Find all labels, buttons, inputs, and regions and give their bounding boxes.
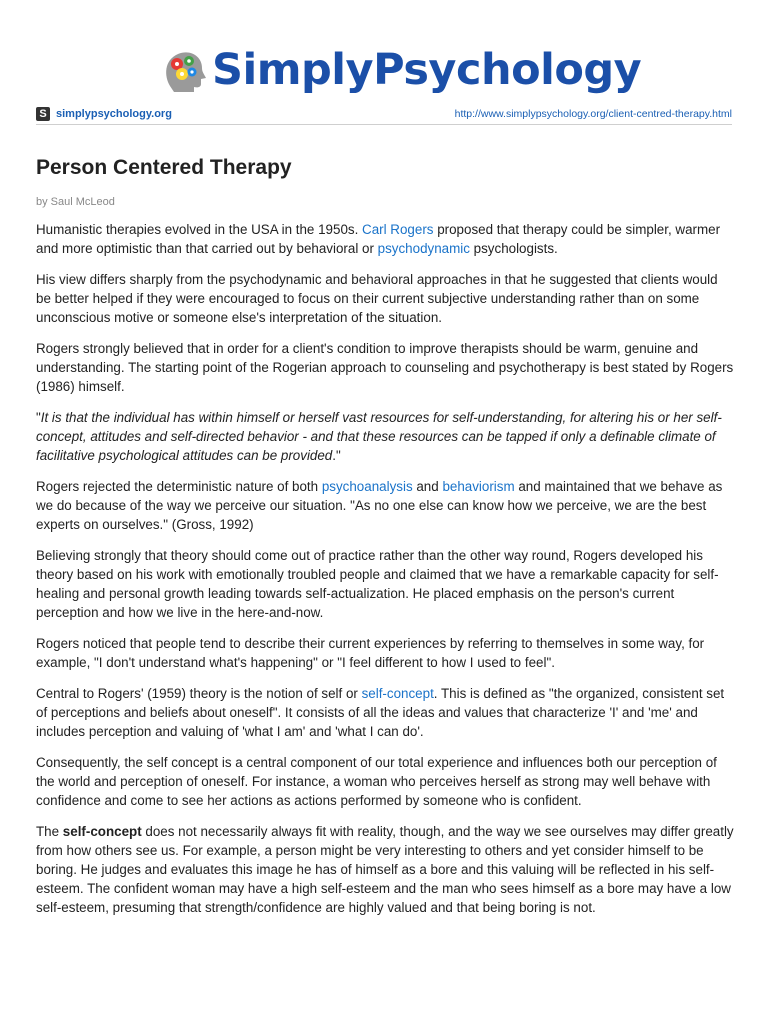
paragraph-view-differs: His view differs sharply from the psychodynamic and behavioral approaches in that he suggested that clients would be better helped if they were encouraged to focus on their current subjective understanding rather than on some unconscious motive or someone else's interpretation of the situation. xyxy=(36,272,718,325)
paragraph-reality xyxy=(36,822,736,917)
behaviorism-link[interactable]: behaviorism xyxy=(442,479,515,494)
site-link[interactable] xyxy=(36,107,172,121)
page-url-link[interactable]: http://www.simplypsychology.org/client-centred-therapy.html xyxy=(454,108,732,120)
site-logo[interactable] xyxy=(160,40,641,100)
paragraph-rogers-believed: Rogers strongly believed that in order for a client's condition to improve therapists should be warm, genuine and understanding. The starting point of the Rogerian approach to counseling and psychotherapy is best stated by Rogers (1986) himself. xyxy=(36,341,734,394)
text-segment: . This is defined as "the organized, consistent set of perceptions and beliefs about oneself". It consists of all the ideas and values that characterize 'I' and 'me' and includes perception and valuing of 'what I am' and 'what I can do'. xyxy=(36,686,725,739)
text-segment: The xyxy=(36,824,63,839)
rogers-quote xyxy=(36,408,736,465)
text-segment: and maintained that we behave as we do because of the way we perceive our situation. "As no one else can know how we perceive, we are the best experts on ourselves." (Gross, 1992) xyxy=(36,479,723,532)
logo-word-simply: Simply xyxy=(212,44,374,95)
text-segment: Humanistic therapies evolved in the USA in the 1950s. xyxy=(36,222,363,237)
bold-term: self-concept xyxy=(62,824,142,839)
source-bar xyxy=(36,104,732,125)
article xyxy=(36,152,736,929)
psychodynamic-link[interactable]: psychodynamic xyxy=(377,241,470,256)
paragraph-deterministic xyxy=(36,477,736,534)
byline: by Saul McLeod xyxy=(36,196,115,208)
text-segment: psychologists. xyxy=(469,241,558,256)
paragraph-self-concept xyxy=(36,684,736,741)
text-segment: Rogers rejected the deterministic nature of both xyxy=(36,479,322,494)
page-title: Person Centered Therapy xyxy=(36,156,292,179)
carl-rogers-link[interactable]: Carl Rogers xyxy=(362,222,434,237)
paragraph-theory-practice: Believing strongly that theory should come out of practice rather than the other way round, Rogers developed his theory based on his work with emotionally troubled people and claimed that we have a remarkable capacity for self-healing and personal growth leading towards self-actualization. He placed emphasis on the person's current perception and how we live in the here-and-now. xyxy=(36,548,719,620)
paragraph-rogers-noticed: Rogers noticed that people tend to describe their current experiences by referring to themselves in some way, for example, "I don't understand what's happening" or "I feel different to how I used to feel". xyxy=(36,636,705,670)
quote-text: It is that the individual has within himself or herself vast resources for self-understanding, for altering his or her self-concept, attitudes and self-directed behavior - and that these resources can be tapped if only a definable climate of facilitative psychological attitudes can be provided xyxy=(36,410,722,463)
quote-open: " xyxy=(36,410,41,425)
quote-close: ." xyxy=(332,448,341,463)
text-segment: proposed that therapy could be simpler, warmer and more optimistic than that carried out by behavioral or xyxy=(36,222,721,256)
logo-wordmark xyxy=(212,44,642,95)
self-concept-link[interactable]: self-concept xyxy=(361,686,434,701)
logo-word-psychology: Psychology xyxy=(373,44,642,95)
text-segment: Central to Rogers' (1959) theory is the notion of self or xyxy=(36,686,362,701)
psychoanalysis-link[interactable]: psychoanalysis xyxy=(321,479,413,494)
paragraph-intro xyxy=(36,220,736,258)
paragraph-consequently: Consequently, the self concept is a central component of our total experience and influences both our perception of the world and perception of oneself. For instance, a woman who perceives herself as strong may well behave with confidence and come to see her actions as actions performed by someone who is confident. xyxy=(36,755,717,808)
site-badge-icon: S xyxy=(36,107,50,121)
site-domain[interactable]: simplypsychology.org xyxy=(56,108,172,120)
text-segment: does not necessarily always fit with reality, though, and the way we see ourselves may differ greatly from how others see us. For example, a person might be very interesting to others and yet consider himself to be boring. He judges and evaluates this image he has of himself as a bore and this valuing will be reflected in his self-esteem. The confident woman may have a high self-esteem and the man who sees himself as a bore may have a low self-esteem, presuming that strength/confidence are highly valued and that being boring is not. xyxy=(36,824,734,915)
head-gears-icon xyxy=(160,46,208,94)
text-segment: and xyxy=(412,479,443,494)
